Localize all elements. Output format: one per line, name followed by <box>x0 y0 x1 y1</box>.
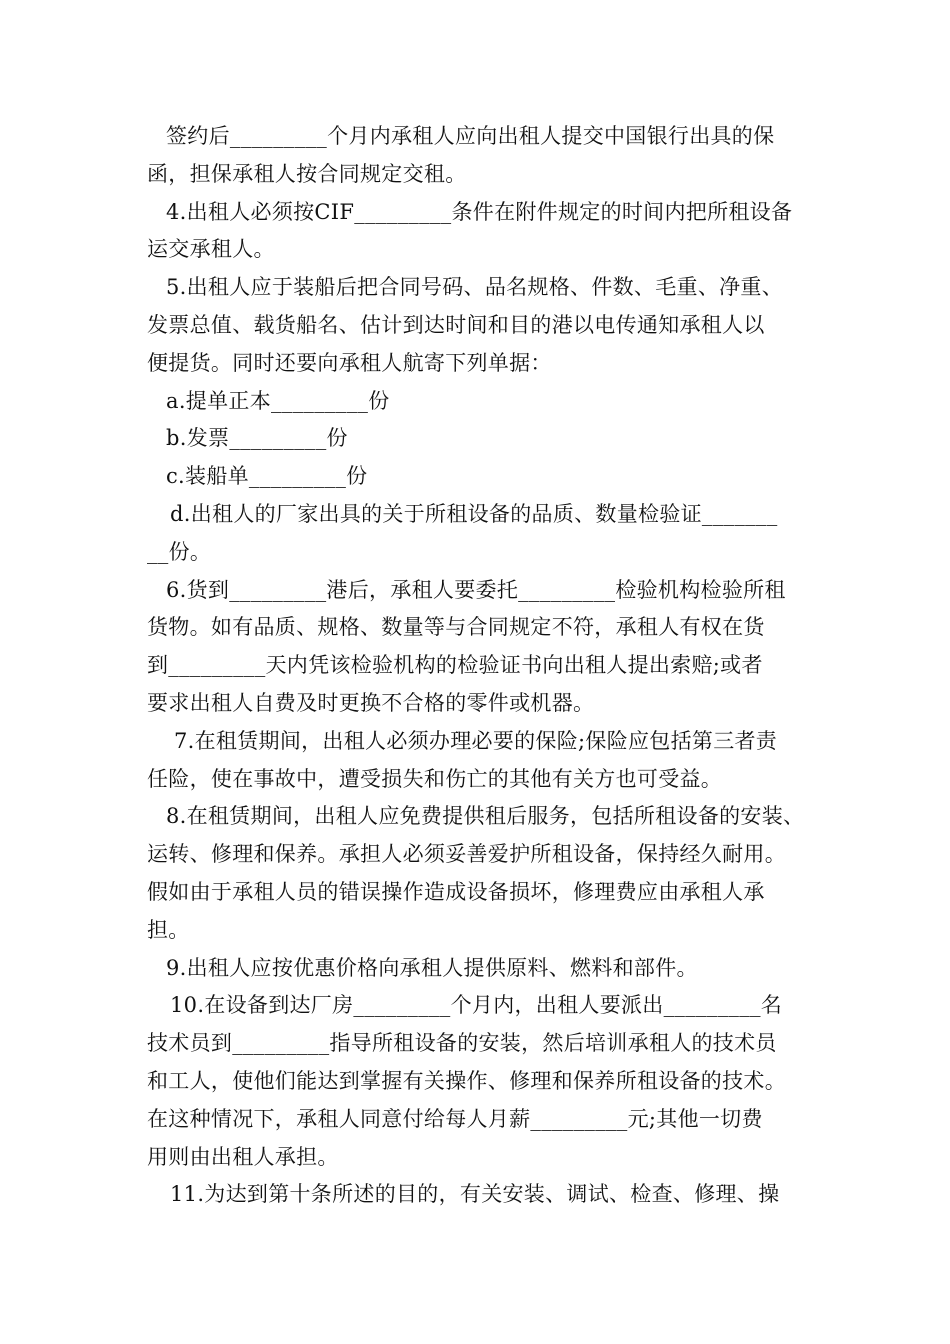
text-line: 运交承租人。 <box>147 237 275 262</box>
text-line: 7.在租赁期间，出租人必须办理必要的保险;保险应包括第三者责 <box>174 728 778 753</box>
text-line: 用则由出租人承担。 <box>147 1144 339 1169</box>
text-line: 担。 <box>147 917 190 942</box>
text-line: 11.为达到第十条所述的目的，有关安装、调试、检查、修理、操 <box>170 1182 780 1207</box>
text-line: 便提货。同时还要向承租人航寄下列单据： <box>147 350 552 375</box>
text-line: b.发票_________份 <box>166 426 348 451</box>
text-line: 发票总值、载货船名、估计到达时间和目的港以电传通知承租人以 <box>147 312 765 337</box>
text-line: 技术员到_________指导所租设备的安装，然后培训承租人的技术员 <box>147 1031 777 1056</box>
text-line: 在这种情况下，承租人同意付给每人月薪_________元;其他一切费 <box>147 1106 763 1131</box>
text-line: 和工人，使他们能达到掌握有关操作、修理和保养所租设备的技术。 <box>147 1068 786 1093</box>
text-line: __份。 <box>147 539 212 564</box>
text-line: 到_________天内凭该检验机构的检验证书向出租人提出索赔;或者 <box>147 653 763 678</box>
text-line: 要求出租人自费及时更换不合格的零件或机器。 <box>147 690 595 715</box>
text-line: 10.在设备到达厂房_________个月内，出租人要派出_________名 <box>170 993 783 1018</box>
text-line: 9.出租人应按优惠价格向承租人提供原料、燃料和部件。 <box>166 955 698 980</box>
text-line: a.提单正本_________份 <box>166 388 390 413</box>
text-line: d.出租人的厂家出具的关于所租设备的品质、数量检验证_______ <box>170 501 778 526</box>
text-line: 函，担保承租人按合同规定交租。 <box>147 161 467 186</box>
text-line: 货物。如有品质、规格、数量等与合同规定不符，承租人有权在货 <box>147 615 765 640</box>
text-line: c.装船单_________份 <box>166 464 368 489</box>
document-body <box>147 118 812 1214</box>
text-line: 签约后_________个月内承租人应向出租人提交中国银行出具的保 <box>166 124 775 148</box>
text-line: 5.出租人应于装船后把合同号码、品名规格、件数、毛重、净重、 <box>166 275 784 300</box>
text-line: 8.在租赁期间，出租人应免费提供租后服务，包括所租设备的安装、 <box>166 804 805 829</box>
text-line: 6.货到_________港后，承租人要委托_________检验机构检验所租 <box>166 577 786 602</box>
text-line: 4.出租人必须按CIF_________条件在附件规定的时间内把所租设备 <box>166 199 793 224</box>
text-line: 假如由于承租人员的错误操作造成设备损坏，修理费应由承租人承 <box>147 879 765 904</box>
text-line: 运转、修理和保养。承担人必须妥善爱护所租设备，保持经久耐用。 <box>147 842 786 867</box>
text-line: 任险，使在事故中，遭受损失和伤亡的其他有关方也可受益。 <box>147 766 723 791</box>
